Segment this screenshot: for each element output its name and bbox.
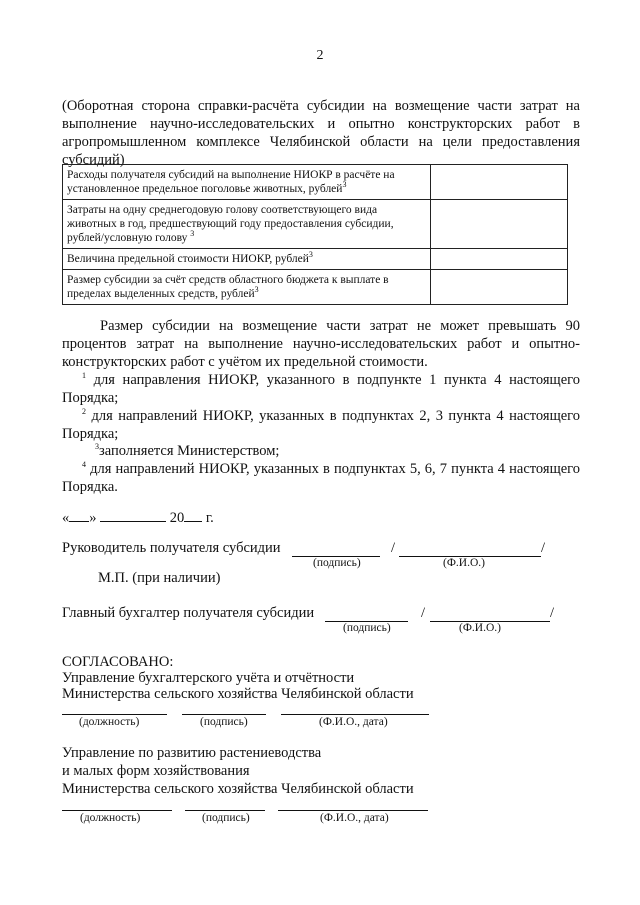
table-row [63, 165, 568, 200]
document-heading: (Оборотная сторона справки-расчёта субсидии на возмещение части затрат на выполнение научно-исследовательских и опытно конструкторских работ в агропромышленном комплексе Челябинской области на цели предоставления субсидий) [62, 98, 580, 168]
name-date-line [278, 810, 428, 811]
footnote-1: $^1$ для направления НИОКР, указанного в подпункте 1 пункта 4 настоящего Порядка; [62, 371, 580, 406]
approval-dept2-line1: Управление по развитию растениеводства [62, 745, 322, 761]
approval-dept1-line1: Управление бухгалтерского учёта и отчётности [62, 670, 355, 686]
table-row [63, 249, 568, 270]
calculation-table [62, 164, 568, 305]
approval-dept1-line2: Министерства сельского хозяйства Челябинской области [62, 686, 414, 702]
footnote-mark: 3 [254, 285, 259, 295]
table-row [63, 270, 568, 305]
caption-signature: (подпись) [343, 622, 391, 634]
caption-position: (должность) [80, 812, 141, 824]
footnote-3: $^3$заполняется Министерством; [95, 442, 280, 459]
row-value [431, 270, 568, 305]
date-line: « » 20 г. [62, 507, 214, 527]
footnote-mark: 1 [82, 371, 86, 381]
approval-dept2-line3: Министерства сельского хозяйства Челябинской области [62, 781, 414, 797]
row-label: Расходы получателя субсидий на выполнение НИОКР в расчёте на установленное предельное поголовье животных, рублей$^3$ [63, 165, 431, 200]
slash: / [541, 540, 546, 556]
footnote-mark: 3 [190, 229, 195, 239]
caption-name: (Ф.И.О.) [443, 557, 485, 569]
signature-line [185, 810, 265, 811]
name-date-line [281, 714, 429, 715]
caption-signature: (подпись) [313, 557, 361, 569]
row-value [431, 165, 568, 200]
footnote-4: $^4$ для направлений НИОКР, указанных в подпунктах 5, 6, 7 пункта 4 настоящего Порядка. [62, 460, 581, 495]
footnote-mark: 3 [95, 442, 99, 452]
stamp-note: М.П. (при наличии) [98, 570, 221, 586]
page-number: 2 [316, 48, 324, 63]
caption-signature: (подпись) [200, 716, 248, 728]
slash: / [421, 605, 426, 621]
row-label: Затраты на одну среднегодовую голову соответствующего вида животных в год, предшествующий году предоставления субсидии, рублей/условную голову $^3$ [63, 200, 431, 249]
row-label: Размер субсидии за счёт средств областного бюджета к выплате в пределах выделенных средств, рублей$^3$ [63, 270, 431, 305]
footnote-mark: 4 [82, 460, 86, 470]
caption-position: (должность) [79, 716, 140, 728]
footnote-mark: 3 [342, 180, 347, 190]
slash: / [550, 605, 555, 621]
caption-name: (Ф.И.О.) [459, 622, 501, 634]
approval-title: СОГЛАСОВАНО: [62, 654, 174, 670]
row-value [431, 249, 568, 270]
caption-name-date: (Ф.И.О., дата) [320, 812, 389, 824]
subsidy-limit-paragraph: Размер субсидии на возмещение части затрат не может превышать 90 процентов затрат на выполнение научно-исследовательских работ и опытно-конструкторских работ с учётом их предельной стоимости. [62, 318, 580, 370]
approval-dept2-line2: и малых форм хозяйствования [62, 763, 250, 779]
table-row [63, 200, 568, 249]
caption-signature: (подпись) [202, 812, 250, 824]
head-signature-label: Руководитель получателя субсидии [62, 540, 281, 556]
row-label: Величина предельной стоимости НИОКР, рублей$^3$ [63, 249, 431, 270]
row-value [431, 200, 568, 249]
footnote-mark: 3 [308, 250, 313, 260]
caption-name-date: (Ф.И.О., дата) [319, 716, 388, 728]
signature-line [182, 714, 266, 715]
position-line [62, 810, 172, 811]
footnote-2: $^2$ для направлений НИОКР, указанных в подпунктах 2, 3 пункта 4 настоящего Порядка; [62, 407, 581, 442]
accountant-signature-label: Главный бухгалтер получателя субсидии [62, 605, 315, 621]
slash: / [391, 540, 396, 556]
footnote-mark: 2 [82, 407, 86, 417]
position-line [62, 714, 167, 715]
